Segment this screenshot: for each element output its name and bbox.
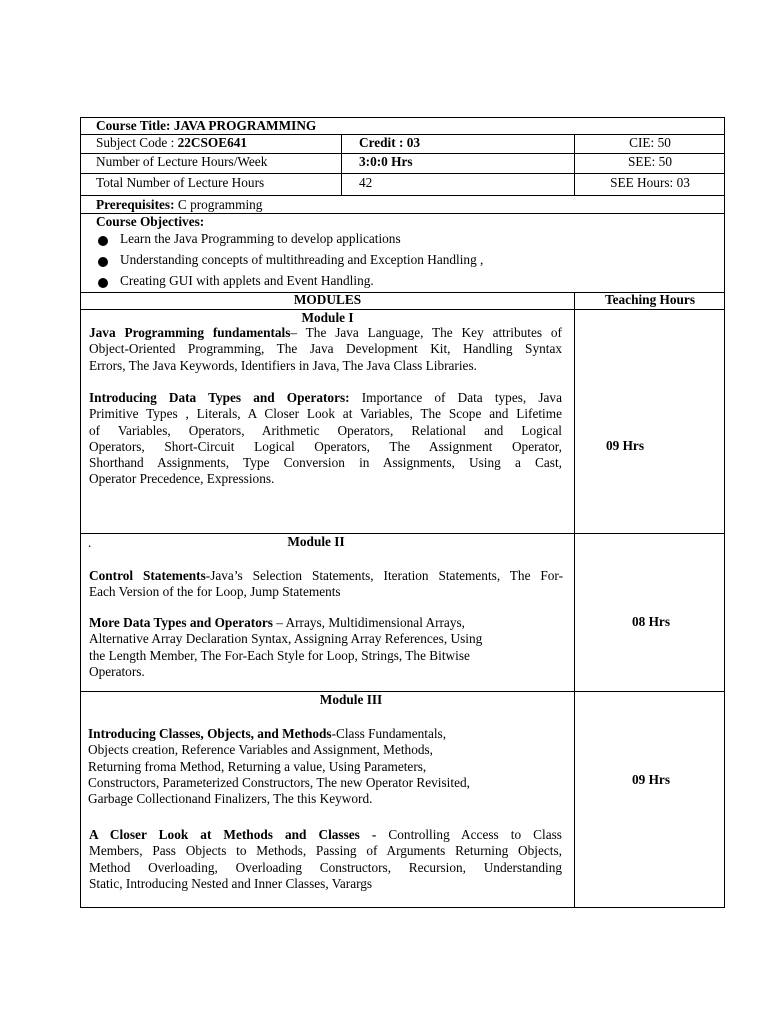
text-line: of Variables, Operators, Arithmetic Operators, Relational and Logical bbox=[89, 422, 562, 438]
text-line: Returning froma Method, Returning a value, Using Parameters, bbox=[88, 758, 427, 774]
text-line: Controlling Access to Class bbox=[376, 827, 562, 842]
cie-marks: CIE: 50 bbox=[629, 135, 671, 150]
prerequisites-label: Prerequisites: bbox=[96, 197, 175, 212]
total-hours-label: Total Number of Lecture Hours bbox=[96, 175, 265, 190]
row-divider bbox=[80, 173, 725, 174]
row-divider bbox=[80, 195, 725, 196]
text-line: Operators. bbox=[89, 663, 145, 679]
module-title: Module II bbox=[287, 534, 345, 549]
bullet-icon bbox=[98, 278, 108, 288]
module-hours: 09 Hrs bbox=[631, 772, 671, 787]
text-line: Members, Pass Objects to Methods, Passing of Arguments Returning Objects, bbox=[89, 843, 562, 859]
text-line: Errors, The Java Keywords, Identifiers in Java, The Java Class Libraries. bbox=[89, 357, 477, 373]
text-line: Alternative Array Declaration Syntax, Assigning Array References, Using bbox=[89, 631, 483, 647]
prerequisites-value: C programming bbox=[177, 197, 263, 212]
objective-item: Understanding concepts of multithreading and Exception Handling , bbox=[120, 252, 484, 267]
topic-heading: Introducing Classes, Objects, and Methods bbox=[88, 726, 332, 741]
lecture-hours-week-label: Number of Lecture Hours/Week bbox=[96, 154, 268, 169]
teaching-hours-header: Teaching Hours bbox=[604, 292, 696, 307]
text-line: Shorthand Assignments, Type Conversion in Assignments, Using a Cast, bbox=[89, 455, 562, 471]
see-hours: SEE Hours: 03 bbox=[610, 175, 690, 190]
lecture-hours-week-value: 3:0:0 Hrs bbox=[359, 154, 413, 169]
column-divider bbox=[574, 292, 575, 908]
objectives-heading: Course Objectives: bbox=[96, 214, 205, 229]
text-line: Primitive Types , Literals, A Closer Look at Variables, The Scope and Lifetime bbox=[89, 406, 562, 422]
text-line: Method Overloading, Overloading Constructors, Recursion, Understanding bbox=[89, 859, 562, 875]
text-line: -Java’s Selection Statements, Iteration Statements, The For- bbox=[205, 568, 563, 583]
credit: Credit : 03 bbox=[359, 135, 421, 150]
topic-heading: Introducing Data Types and Operators: bbox=[89, 390, 350, 405]
text-line: Operators, Short-Circuit Logical Operators, The Assignment Operator, bbox=[89, 438, 562, 454]
course-title bbox=[96, 118, 316, 134]
module-3-paragraph-1 bbox=[88, 726, 562, 807]
module-2-paragraph-2 bbox=[89, 615, 563, 680]
text-line: Garbage Collectionand Finalizers, The this Keyword. bbox=[88, 791, 373, 807]
bullet-icon bbox=[98, 236, 108, 246]
topic-heading: A Closer Look at Methods and Classes - bbox=[89, 827, 377, 842]
bullet-icon bbox=[98, 257, 108, 267]
module-3-paragraph-2 bbox=[89, 827, 562, 892]
text-line: Object-Oriented Programming, The Java Development Kit, Handling Syntax bbox=[89, 341, 562, 357]
modules-header: MODULES bbox=[293, 292, 362, 307]
objective-item: Creating GUI with applets and Event Handling. bbox=[120, 273, 374, 288]
prerequisites bbox=[96, 197, 262, 213]
text-line: Each Version of the for Loop, Jump Statements bbox=[89, 584, 341, 600]
text-line: – The Java Language, The Key attributes of bbox=[290, 325, 562, 340]
module-hours: 08 Hrs bbox=[631, 614, 671, 629]
subject-code-label: Subject Code : bbox=[96, 135, 175, 150]
subject-code bbox=[96, 135, 247, 151]
module-1-paragraph-1 bbox=[89, 325, 562, 374]
module-2-paragraph-1 bbox=[89, 568, 563, 601]
course-title-label: Course Title: bbox=[96, 118, 171, 133]
topic-heading: More Data Types and Operators bbox=[89, 615, 273, 630]
text-line: the Length Member, The For-Each Style for Loop, Strings, The Bitwise bbox=[89, 647, 470, 663]
topic-heading: Java Programming fundamentals bbox=[89, 325, 291, 340]
text-line: Constructors, Parameterized Constructors, The new Operator Revisited, bbox=[88, 774, 470, 790]
text-line: Static, Introducing Nested and Inner Classes, Varargs bbox=[89, 875, 373, 891]
course-title-value: JAVA PROGRAMMING bbox=[173, 118, 317, 133]
module-title: Module I bbox=[301, 310, 354, 325]
module-hours: 09 Hrs bbox=[605, 438, 645, 453]
stray-dot: . bbox=[88, 535, 92, 550]
text-line: Operator Precedence, Expressions. bbox=[89, 471, 275, 487]
total-hours-value: 42 bbox=[359, 175, 373, 190]
module-title: Module III bbox=[319, 692, 383, 707]
text-line: -Class Fundamentals, bbox=[331, 726, 447, 741]
subject-code-value: 22CSOE641 bbox=[177, 135, 248, 150]
column-divider bbox=[341, 134, 342, 195]
topic-heading: Control Statements bbox=[89, 568, 206, 583]
text-line: Importance of Data types, Java bbox=[349, 390, 562, 405]
module-1-paragraph-2 bbox=[89, 390, 562, 488]
text-line: – Arrays, Multidimensional Arrays, bbox=[272, 615, 465, 630]
see-marks: SEE: 50 bbox=[628, 154, 672, 169]
text-line: Objects creation, Reference Variables and Assignment, Methods, bbox=[88, 742, 434, 758]
objective-item: Learn the Java Programming to develop applications bbox=[120, 231, 401, 246]
